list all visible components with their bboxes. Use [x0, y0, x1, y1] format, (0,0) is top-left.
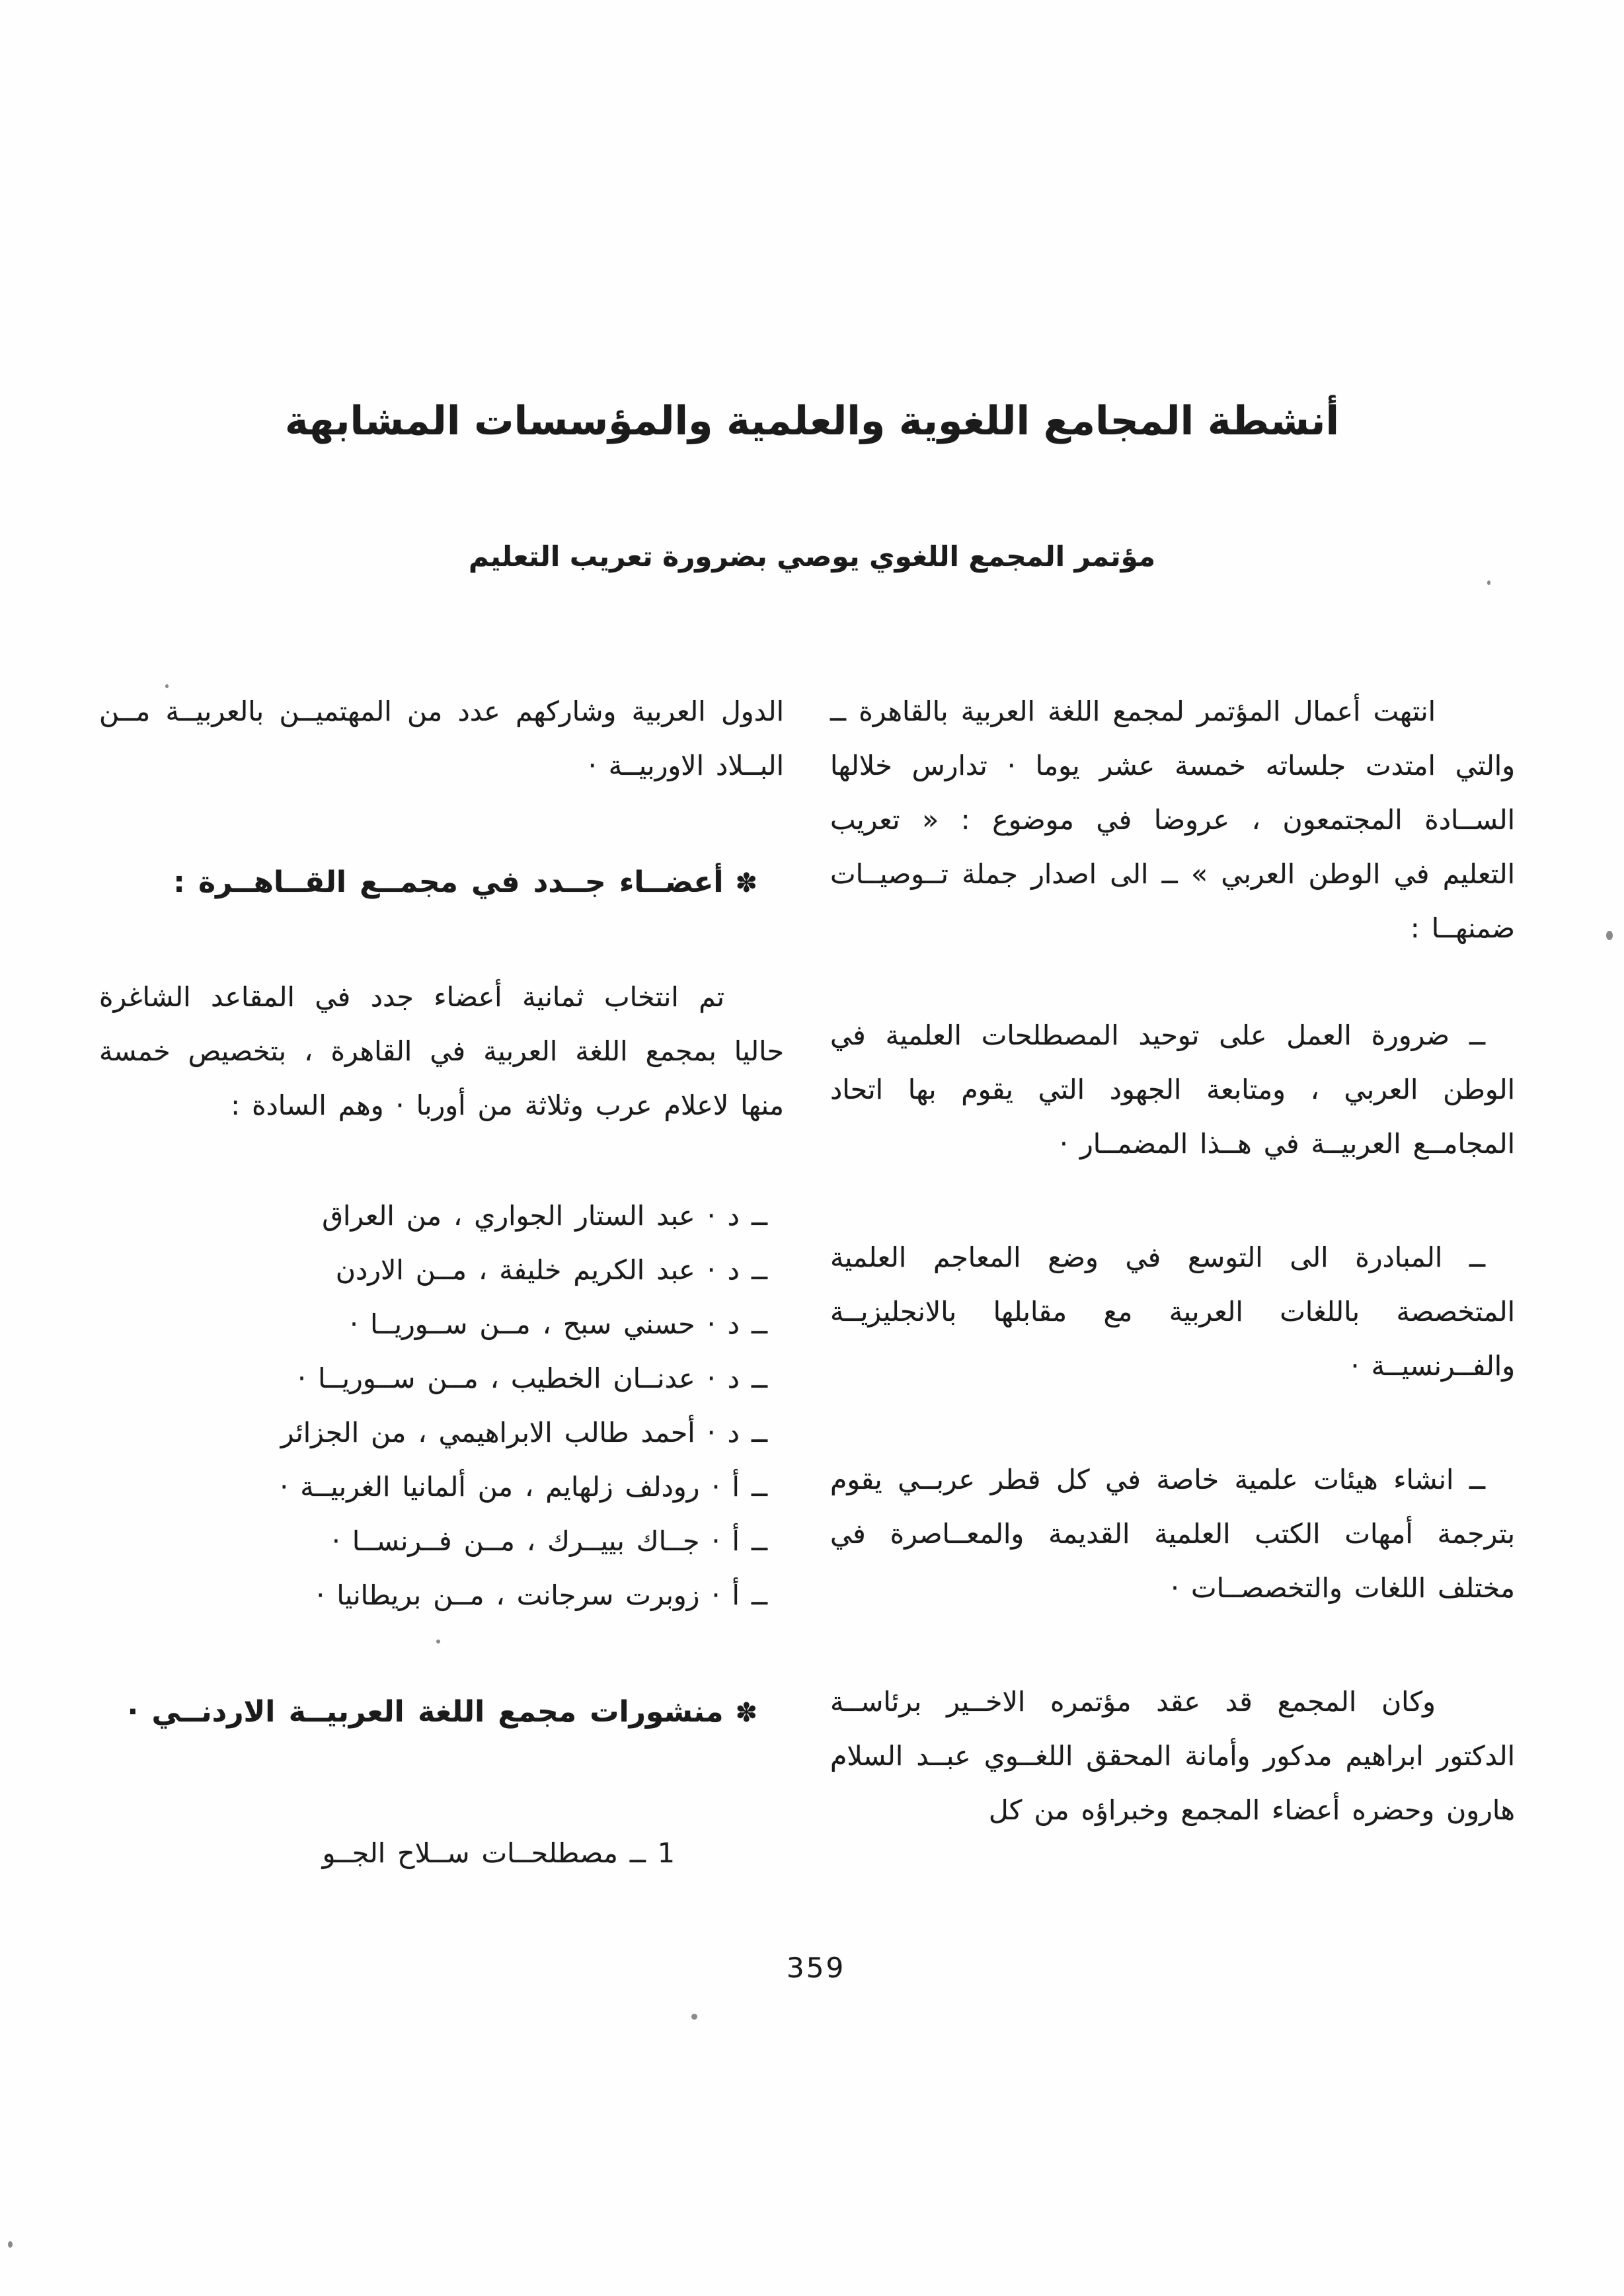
scan-speck [8, 2241, 13, 2248]
rosette-marker-icon: ✽ [735, 1697, 757, 1728]
scan-speck [1606, 931, 1613, 940]
list-item-member: ــ د · أحمد طالب الابراهيمي ، من الجزائر [280, 1416, 767, 1448]
paragraph-conference-presidency: وكان المجمع قد عقد مؤتمره الاخــير برئاســة الدكتور ابراهيم مدكور وأمانة المحقق اللغــوي عبــد السلام هارون وحضره أعضاء المجمع وخبراؤه من كل [830, 1685, 1515, 1826]
section-heading-new-members [99, 855, 784, 910]
scan-speck [1487, 580, 1490, 585]
paragraph-recommendation-terms: ــ ضرورة العمل على توحيد المصطلحات العلمية في الوطن العربي ، ومتابعة الجهود التي يقوم بها اتحاد المجامــع العربيــة في هــذا المضمــار · [830, 1019, 1515, 1160]
paragraph-conference-intro: انتهت أعمال المؤتمر لمجمع اللغة العربية بالقاهرة ــ والتي امتدت جلساته خمسة عشر يوما · تدارس خلالها الســادة المجتمعون ، عروضا في موضوع : « تعريب التعليم في الوطن العربي » ــ الى اصدار جملة تــوصيــات ضمنهــا : [830, 695, 1515, 944]
list-item-member: ــ د · عبد الكريم خليفة ، مــن الاردن [335, 1253, 767, 1286]
rosette-marker-icon: ✽ [735, 867, 757, 898]
list-item-member: ــ أ · رودلف زلهايم ، من ألمانيا الغربيــة · [280, 1470, 767, 1503]
page-number: 359 [787, 1952, 846, 1984]
section-heading-text: منشورات مجمع اللغة العربيــة الاردنــي · [127, 1694, 724, 1729]
list-item-member: ــ أ · جــاك بييــرك ، مــن فــرنســا · [331, 1524, 767, 1557]
page-title: أنشطة المجامع اللغوية والعلمية والمؤسسات المشابهة [284, 398, 1340, 444]
list-item-member: ــ أ · زوبرت سرجانت ، مــن بريطانيا · [316, 1579, 767, 1611]
article-subtitle: مؤتمر المجمع اللغوي يوصي بضرورة تعريب التعليم [468, 540, 1156, 573]
paragraph-continuation: الدول العربية وشاركهم عدد من المهتميــن بالعربيــة مــن البــلاد الاوربيــة · [99, 695, 784, 781]
scan-speck [165, 684, 169, 688]
list-item-member: ــ د · حسني سبح ، مــن ســوريــا · [350, 1308, 767, 1340]
paragraph-recommendation-dictionaries: ــ المبادرة الى التوسع في وضع المعاجم العلمية المتخصصة باللغات العربية مع مقابلها بالانجليزيــة والفــرنسيــة · [830, 1241, 1515, 1382]
column-left [99, 684, 784, 1880]
list-item-member: ــ د · عبد الستار الجواري ، من العراق [322, 1199, 767, 1232]
scan-speck [691, 2014, 697, 2020]
list-item-member: ــ د · عدنــان الخطيب ، مــن ســوريــا · [297, 1362, 767, 1394]
section-heading-publications [99, 1685, 784, 1740]
two-column-layout [99, 684, 1515, 1880]
publication-item: 1 ــ مصطلحــات ســلاح الجــو [322, 1837, 675, 1869]
column-right [830, 684, 1515, 1880]
paragraph-election-intro: تم انتخاب ثمانية أعضاء جدد في المقاعد الشاغرة حاليا بمجمع اللغة العربية في القاهرة ، بتخصيص خمسة منها لاعلام عرب وثلاثة من أوربا · وهم السادة : [99, 980, 784, 1121]
section-heading-text: أعضــاء جــدد في مجمــع القــاهــرة : [173, 865, 724, 899]
paragraph-recommendation-translation: ــ انشاء هيئات علمية خاصة في كل قطر عربــي يقوم بترجمة أمهات الكتب العلمية القديمة والمعــاصرة في مختلف اللغات والتخصصــات · [830, 1463, 1515, 1604]
scan-speck [436, 1640, 440, 1643]
new-members-list [99, 1189, 784, 1622]
